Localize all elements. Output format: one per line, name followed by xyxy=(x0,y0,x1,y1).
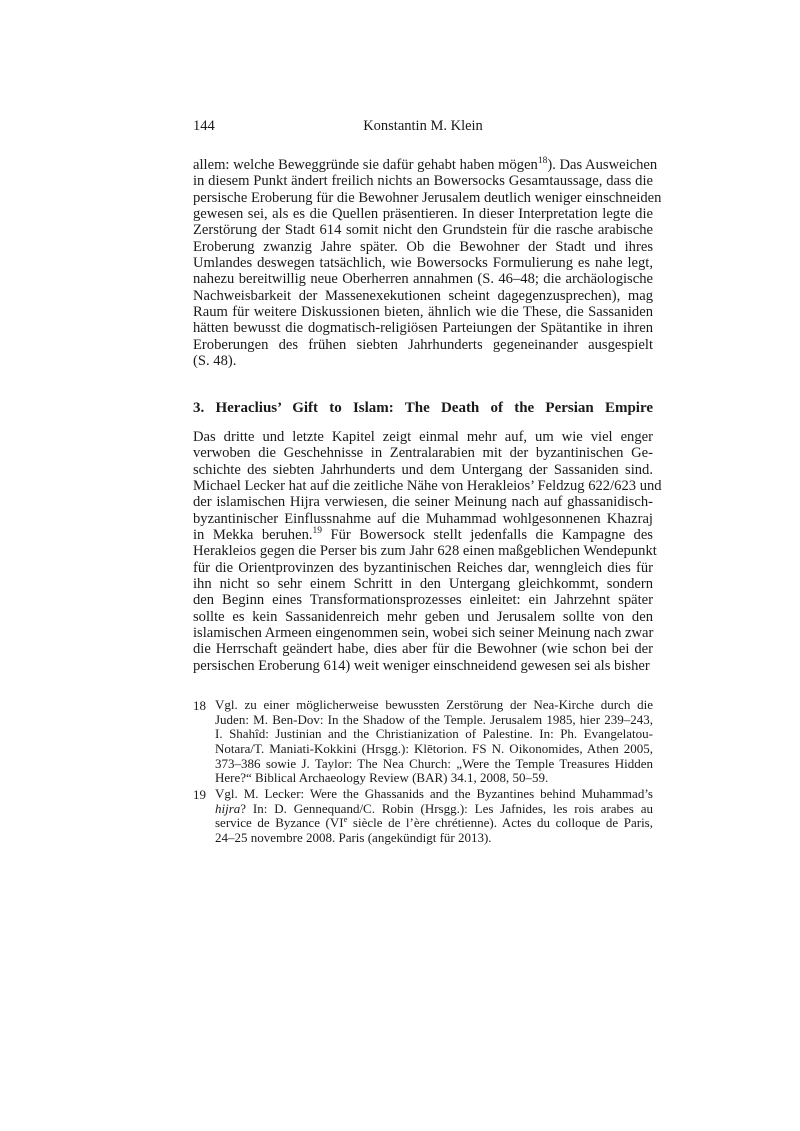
text-line xyxy=(215,698,653,713)
paragraph-1 xyxy=(193,156,662,370)
text-line xyxy=(215,742,653,757)
text-segment: sollte es kein Sassanidenreich mehr geben und Jerusalem sollte von den xyxy=(193,608,653,625)
paragraph-2 xyxy=(193,429,662,674)
text-line xyxy=(215,771,653,786)
text-line xyxy=(193,478,662,495)
text-segment: Vgl. M. Lecker: Were the Ghassanids and the Byzantines behind Muhammad’s xyxy=(215,786,653,801)
text-segment: allem: welche Beweggründe sie dafür gehabt haben mögen xyxy=(193,157,538,173)
text-segment: Zerstörung der Stadt 614 somit nicht den Grundstein für die rasche arabische xyxy=(193,222,653,239)
text-line xyxy=(193,206,653,222)
text-segment: persischen Eroberung 614) weit weniger einschneidend gewesen sei als bisher xyxy=(193,657,650,674)
text-segment: in diesem Punkt ändert freilich nichts an Bowersocks Gesamtaussage, dass die xyxy=(193,173,653,190)
footnote-reference: 19 xyxy=(312,526,323,537)
text-line xyxy=(193,543,657,560)
italic-text: hijra xyxy=(215,800,241,816)
text-segment: Umlandes deswegen tatsächlich, wie Bowersocks Formulierung es nahe legt, xyxy=(193,255,653,272)
text-segment: den Beginn eines Transformationsprozesses einleitet: ein Jahrzehnt später xyxy=(193,592,653,609)
text-line xyxy=(193,429,653,445)
text-line xyxy=(193,576,653,592)
footnote-reference: e xyxy=(343,814,348,825)
text-line xyxy=(193,609,653,625)
text-line xyxy=(193,239,653,255)
footnote-number: 19 xyxy=(193,787,206,802)
section-heading: 3. Heraclius’ Gift to Islam: The Death of the Persian Empire xyxy=(193,400,653,416)
text-segment: siècle de l’ère chrétienne). Actes du colloque de Paris, xyxy=(347,815,653,831)
text-segment: 24–25 novembre 2008. Paris (angekündigt für 2013). xyxy=(215,830,492,846)
text-segment: die Herrschaft geändert habe, dies aber für die Bewohner (wie schon bei der xyxy=(193,641,653,658)
text-segment: ihn nicht so sehr einem Schritt in den Untergang gleichkommt, sondern xyxy=(193,576,653,593)
running-header xyxy=(193,118,653,136)
text-line xyxy=(193,353,653,369)
footnote-reference: 18 xyxy=(537,156,548,166)
text-segment: in Mekka beruhen. xyxy=(193,527,313,544)
text-line xyxy=(193,271,653,287)
text-line xyxy=(193,222,653,238)
running-header-author: Konstantin M. Klein xyxy=(363,118,483,134)
footnote-19 xyxy=(193,787,653,846)
text-line xyxy=(215,787,653,802)
text-segment: Das dritte und letzte Kapitel zeigt einmal mehr auf, um wie viel enger xyxy=(193,429,653,445)
text-segment: I. Shahîd: Justinian and the Christianization of Palestine. In: Ph. Evangelatou- xyxy=(215,726,653,742)
text-segment: service de Byzance (VI xyxy=(215,815,344,831)
footnote-number: 18 xyxy=(193,698,206,713)
text-segment: byzantinischer Einflussnahme auf die Muhammad wohlgesonnenen Khazraj xyxy=(193,510,653,527)
text-segment: islamischen Armeen eingenommen sein, wobei sich seiner Meinung nach zwar xyxy=(193,625,654,642)
text-segment: nahezu bereitwillig neue Oberherren annahmen (S. 46–48; die archäologische xyxy=(193,271,653,288)
text-line xyxy=(215,727,653,742)
text-segment: verwoben die Geschehnisse in Zentralarabien mit der byzantinischen Ge- xyxy=(193,445,653,462)
text-segment: Für Bowersock stellt jedenfalls die Kampagne des xyxy=(322,527,653,544)
text-segment: Eroberung zwanzig Jahre später. Ob die Bewohner der Stadt und ihres xyxy=(193,238,653,255)
text-line xyxy=(215,816,653,831)
text-segment: Eroberungen des frühen siebten Jahrhunderts gegeneinander ausgespielt xyxy=(193,336,653,353)
text-line xyxy=(193,625,653,641)
text-line xyxy=(193,173,653,189)
text-segment: für die Orientprovinzen des byzantinischen Reiches dar, wenngleich dies für xyxy=(193,559,653,576)
text-line xyxy=(193,494,653,510)
footnote-18 xyxy=(193,698,653,786)
text-line xyxy=(193,445,653,461)
text-line xyxy=(215,831,653,846)
text-line xyxy=(193,320,653,336)
text-segment: Here?“ Biblical Archaeology Review (BAR) 34.1, 2008, 50–59. xyxy=(215,770,549,786)
text-line xyxy=(215,713,653,728)
text-line xyxy=(193,527,653,543)
text-segment: Vgl. zu einer möglicherweise bewussten Zerstörung der Nea-Kirche durch die xyxy=(215,697,653,712)
text-line xyxy=(193,462,653,478)
text-line xyxy=(193,288,653,304)
text-line xyxy=(193,658,653,674)
text-line xyxy=(193,189,662,206)
text-line xyxy=(193,592,653,608)
text-line xyxy=(193,560,653,576)
text-segment: ). Das Ausweichen xyxy=(547,157,658,173)
text-segment: Raum für weitere Diskussionen bieten, ähnlich wie die These, die Sassaniden xyxy=(193,304,653,321)
text-segment: Herakleios gegen die Perser bis zum Jahr 628 einen maßgeblichen Wendepunkt xyxy=(193,543,657,560)
text-segment: (S. 48). xyxy=(193,353,237,370)
text-line xyxy=(193,304,653,320)
text-segment: Michael Lecker hat auf die zeitliche Nähe von Herakleios’ Feldzug 622/623 und xyxy=(193,478,662,495)
text-segment: ? In: D. Gennequand/C. Robin (Hrsgg.): Les Jafnides, les rois arabes au xyxy=(240,800,653,816)
text-line xyxy=(193,156,658,173)
text-line xyxy=(193,511,653,527)
text-segment: Juden: M. Ben-Dov: In the Shadow of the Temple. Jerusalem 1985, hier 239–243, xyxy=(215,711,653,727)
text-segment: Nachweisbarkeit der Massenexekutionen scheint dagegenzusprechen), mag xyxy=(193,287,653,304)
text-segment: der islamischen Hijra verwiesen, die seiner Meinung nach auf ghassanidisch- xyxy=(193,494,653,511)
text-line xyxy=(193,337,653,353)
text-segment: persische Eroberung für die Bewohner Jerusalem deutlich weniger einschneiden xyxy=(193,189,662,206)
page-number: 144 xyxy=(193,118,215,134)
text-segment: 373–386 sowie J. Taylor: The Nea Church: „Were the Temple Treasures Hidden xyxy=(215,755,653,771)
text-line xyxy=(193,641,653,657)
text-line xyxy=(215,757,653,772)
text-segment: hätten bewusst die dogmatisch-religiösen Parteiungen der Spätantike in ihren xyxy=(193,320,653,337)
text-segment: schichte des siebten Jahrhunderts und dem Untergang der Sassaniden sind. xyxy=(193,461,653,478)
text-segment: gewesen sei, als es die Quellen präsentieren. In dieser Interpretation legte die xyxy=(193,206,653,223)
text-segment: Notara/T. Maniati-Kokkini (Hrsgg.): Klētorion. FS N. Oikonomides, Athen 2005, xyxy=(215,741,653,757)
text-line xyxy=(193,255,653,271)
